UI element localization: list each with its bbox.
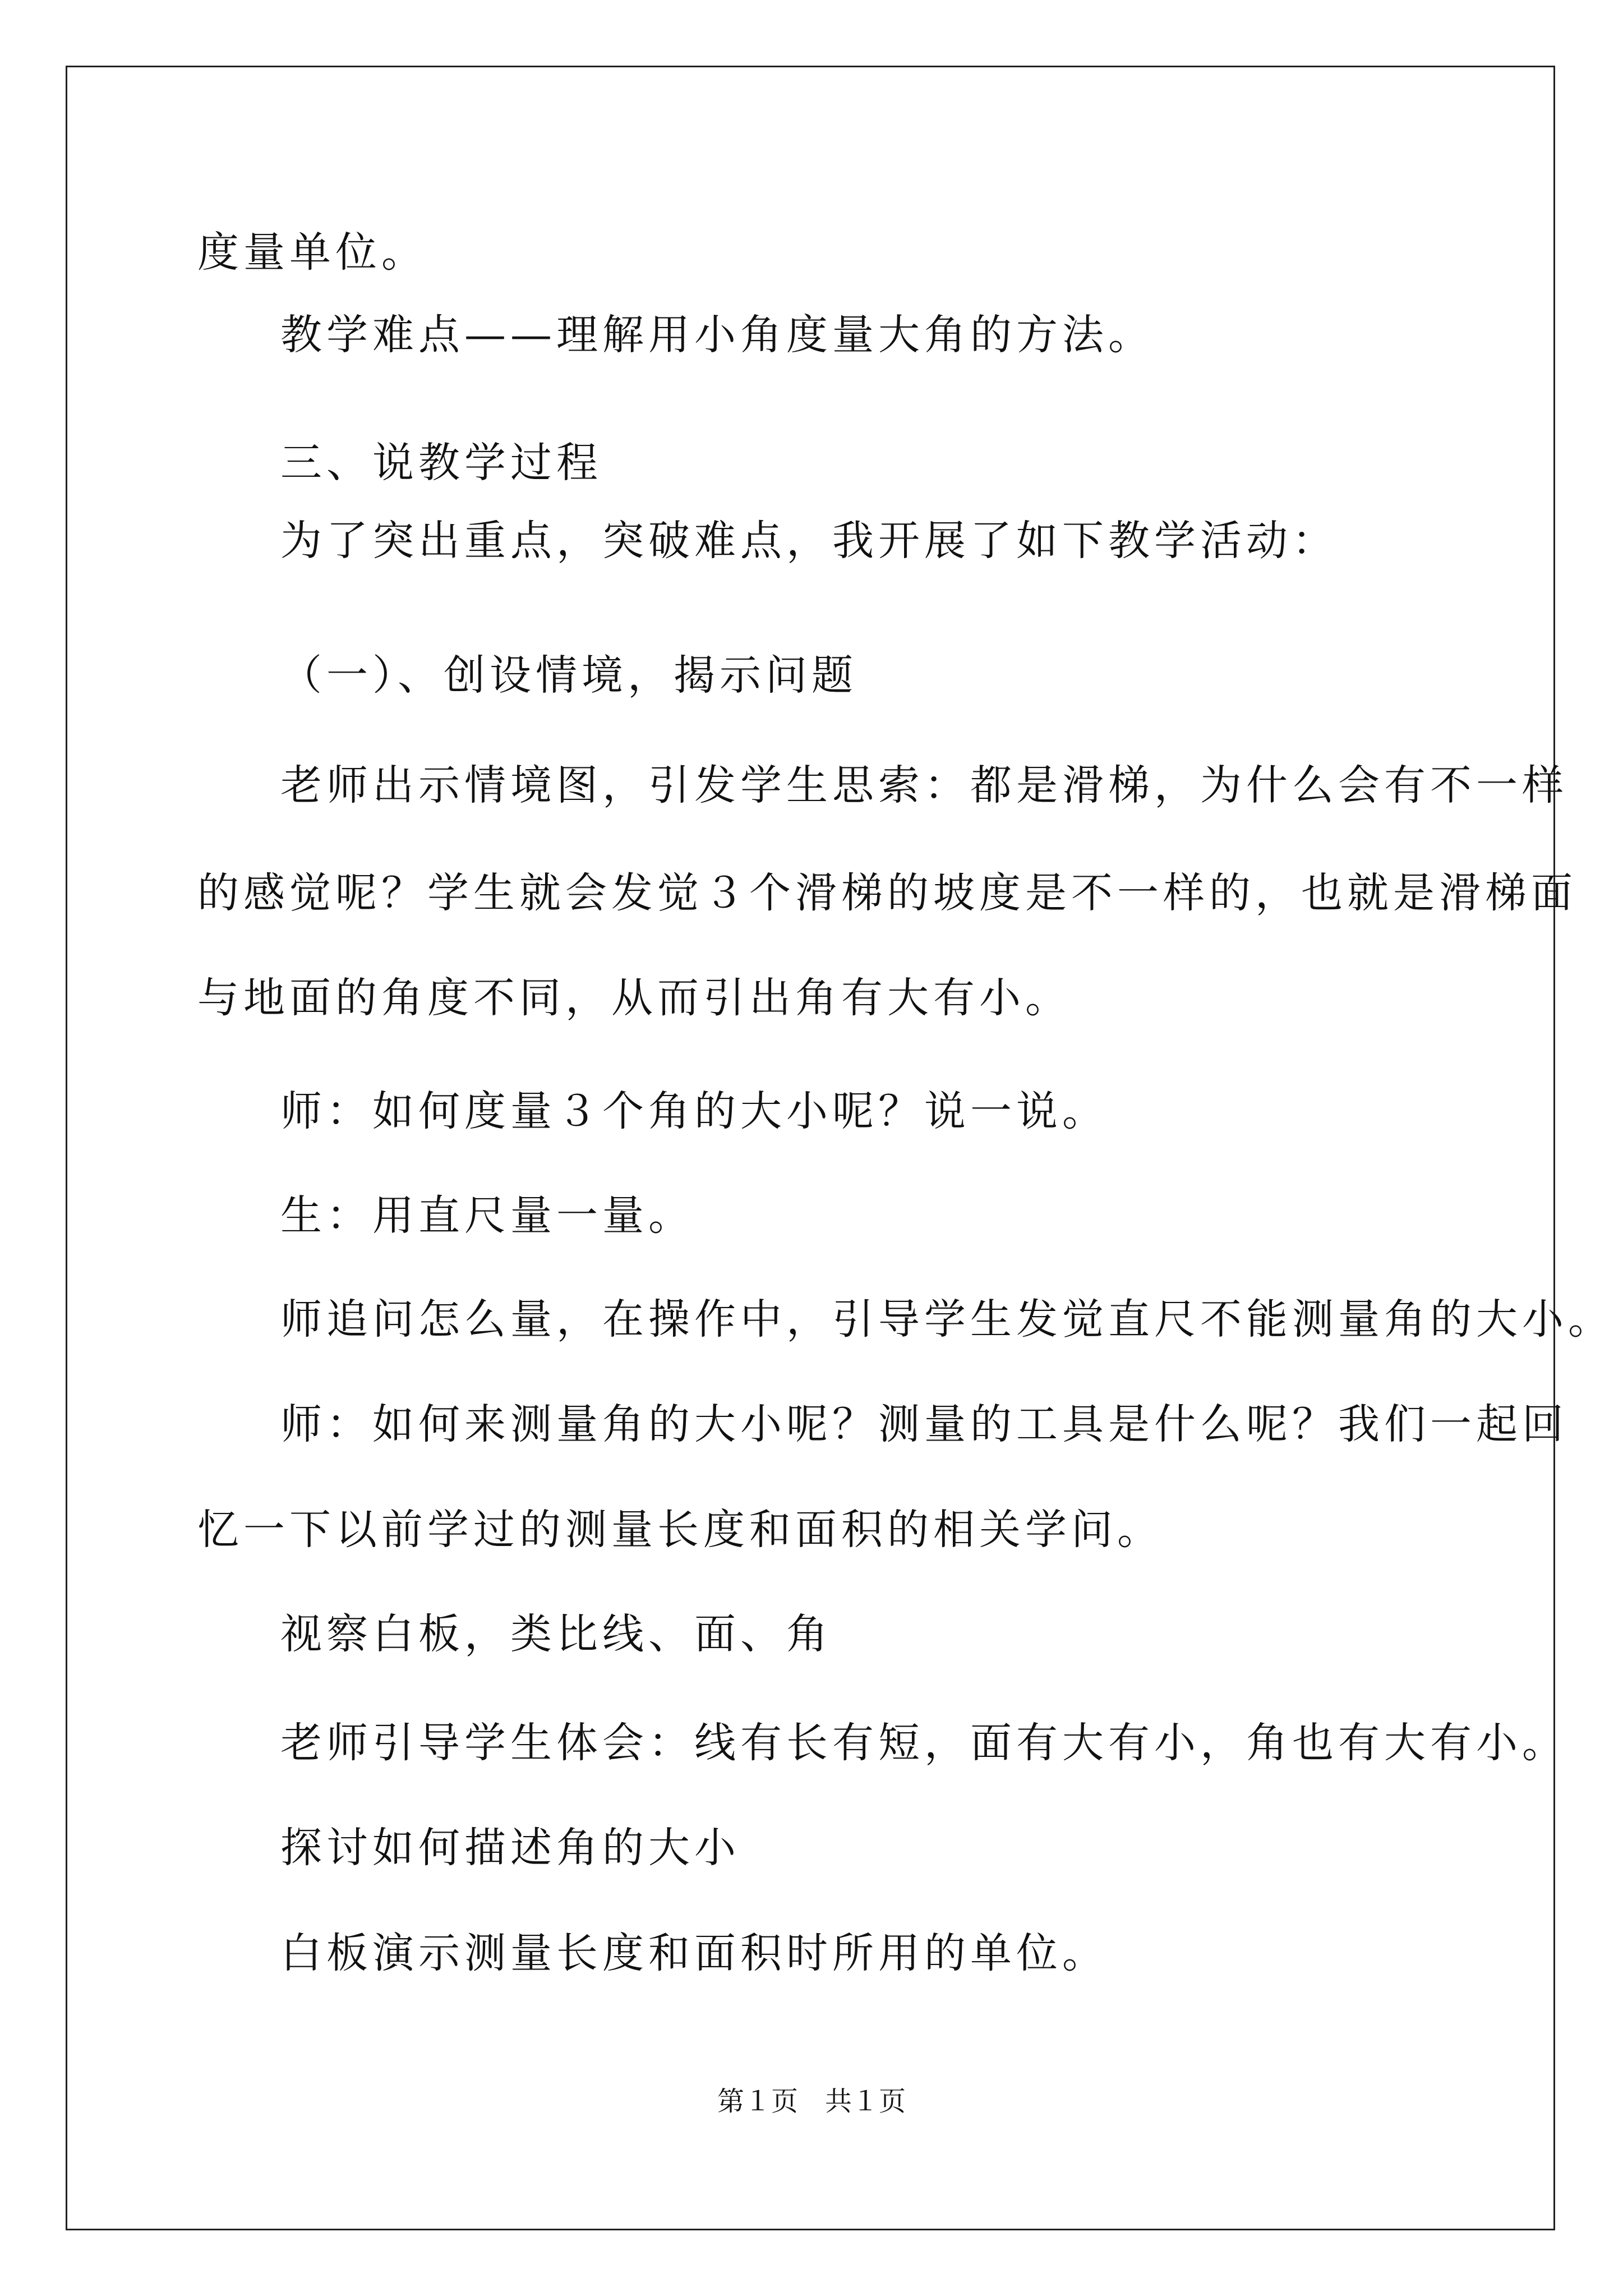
paragraph-line: 忆一下以前学过的测量长度和面积的相关学问。: [197, 1506, 1163, 1554]
paragraph-line: 探讨如何描述角的大小: [280, 1824, 740, 1872]
subsection-heading: （一）、创设情境，揭示问题: [280, 651, 857, 700]
paragraph-line: 视察白板，类比线、面、角: [280, 1610, 832, 1658]
paragraph-line: 老师引导学生体会：线有长有短，面有大有小，角也有大有小。: [280, 1719, 1568, 1767]
paragraph-line: 与地面的角度不同，从而引出角有大有小。: [197, 974, 1071, 1022]
paragraph-line: 老师出示情境图，引发学生思索：都是滑梯，为什么会有不一样: [280, 761, 1568, 809]
paragraph-line: 师：如何度量３个角的大小呢？说一说。: [280, 1087, 1108, 1135]
paragraph-line: 师：如何来测量角的大小呢？测量的工具是什么呢？我们一起回: [280, 1400, 1568, 1448]
paragraph-line: 师追问怎么量，在操作中，引导学生发觉直尺不能测量角的大小。: [280, 1295, 1614, 1343]
paragraph-line: 生：用直尺量一量。: [280, 1191, 694, 1240]
paragraph-line: 白板演示测量长度和面积时所用的单位。: [280, 1929, 1108, 1977]
paragraph-line: 的感觉呢？学生就会发觉３个滑梯的坡度是不一样的，也就是滑梯面: [197, 869, 1577, 917]
section-heading: 三、说教学过程: [280, 439, 602, 487]
page-number-footer: 第１页 共１页: [717, 2086, 906, 2117]
paragraph-line: 度量单位。: [197, 228, 427, 277]
paragraph-line: 为了突出重点，突破难点，我开展了如下教学活动：: [280, 517, 1338, 565]
paragraph-line: 教学难点——理解用小角度量大角的方法。: [280, 311, 1154, 359]
